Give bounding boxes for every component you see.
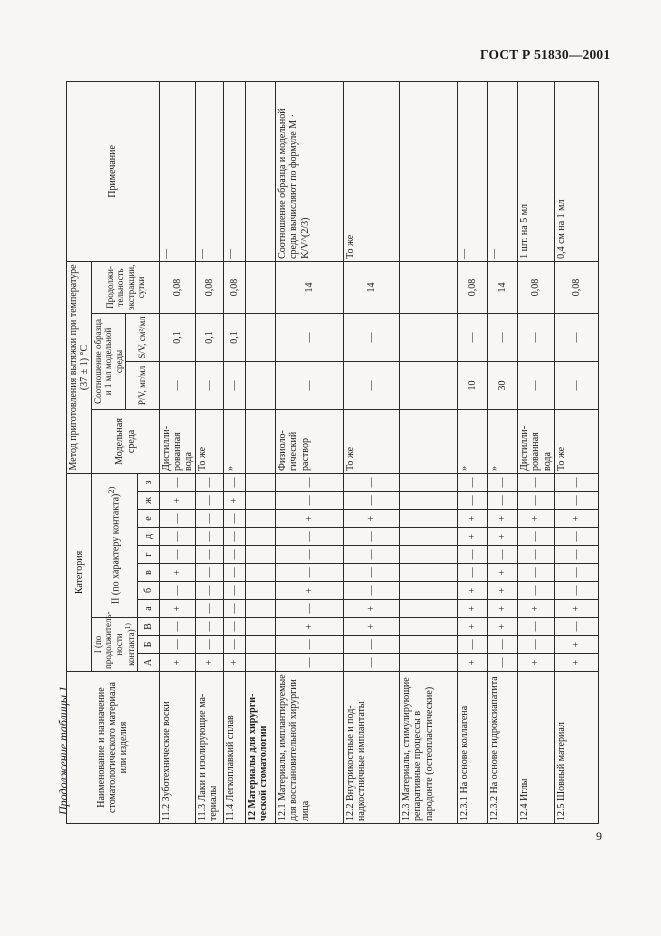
table-row (518, 81, 555, 823)
table-row (276, 81, 344, 823)
cell-sv: 0,1 (224, 313, 246, 361)
cell-duration (400, 261, 458, 313)
cell-duration: 0,08 (224, 261, 246, 313)
cell-category-mark: — (518, 582, 555, 600)
cell-sv: — (518, 313, 555, 361)
cell-material-name: 11.3 Лаки и изолирующие материалы (196, 672, 224, 824)
cell-sv: — (488, 313, 518, 361)
cell-sv: — (554, 313, 598, 361)
cell-category-mark: — (554, 582, 598, 600)
cell-category-mark: + (344, 600, 400, 618)
cell-category-mark: — (276, 654, 344, 672)
cell-category-mark (246, 654, 276, 672)
cell-category-mark: — (344, 654, 400, 672)
cell-category-mark: — (159, 618, 196, 636)
cell-category-mark: — (458, 546, 488, 564)
cell-category-mark: + (224, 492, 246, 510)
cell-pv: — (159, 361, 196, 409)
cell-category-mark: — (458, 473, 488, 491)
cell-category-mark: — (224, 564, 246, 582)
subcol-b: б (137, 582, 159, 600)
cell-sv (246, 313, 276, 361)
cell-category-mark: + (488, 618, 518, 636)
cell-medium: Дистиллированная вода (159, 409, 196, 473)
table-row (488, 81, 518, 823)
cell-category-mark (246, 636, 276, 654)
cell-note: Соотношение образца и модельной среды вычисляют по формуле M · K/V^(2/3) (276, 81, 344, 261)
cell-note: — (196, 81, 224, 261)
cell-sv: 0,1 (196, 313, 224, 361)
cell-category-mark: + (458, 600, 488, 618)
cell-category-mark: + (458, 582, 488, 600)
cell-category-mark: — (518, 564, 555, 582)
cell-medium: » (458, 409, 488, 473)
cell-category-mark (246, 618, 276, 636)
table-row (458, 81, 488, 823)
standard-number: ГОСТ Р 51830—2001 (480, 47, 611, 62)
cell-category-mark: — (159, 582, 196, 600)
cell-category-mark: — (488, 546, 518, 564)
cell-category-mark: — (196, 618, 224, 636)
cell-category-mark: — (224, 600, 246, 618)
cell-category-mark (400, 654, 458, 672)
cell-category-mark: — (224, 582, 246, 600)
cell-category-mark: + (159, 492, 196, 510)
cell-duration: 0,08 (159, 261, 196, 313)
cell-sv: — (276, 313, 344, 361)
cell-category-mark: — (196, 510, 224, 528)
cell-category-mark: — (224, 636, 246, 654)
cell-category-mark: — (554, 473, 598, 491)
cell-category-mark: + (518, 654, 555, 672)
subcol-z: з (137, 473, 159, 491)
cell-duration: 0,08 (518, 261, 555, 313)
subcol-zh: ж (137, 492, 159, 510)
header-cat-I: I (по продолжительности контакта)$^{1)}$ (92, 618, 137, 672)
table-row (224, 81, 246, 823)
cell-material-name: 11.2 Зуботехнические воски (159, 672, 196, 824)
cell-pv: — (276, 361, 344, 409)
cell-medium: То же (196, 409, 224, 473)
cell-category-mark: — (196, 473, 224, 491)
cell-category-mark: — (196, 492, 224, 510)
cell-category-mark: — (159, 546, 196, 564)
cell-material-name: 12 Материалы для хирургической стоматологии (246, 672, 276, 824)
cell-category-mark: + (159, 564, 196, 582)
cell-category-mark: — (196, 582, 224, 600)
cell-category-mark: — (224, 546, 246, 564)
cell-category-mark: — (276, 600, 344, 618)
subcol-v: в (137, 564, 159, 582)
cell-category-mark (400, 528, 458, 546)
cell-material-name: 12.2 Внутрикостные и поднадкостничные имплантаты (344, 672, 400, 824)
cell-category-mark (400, 546, 458, 564)
cell-category-mark: + (554, 510, 598, 528)
cell-category-mark (400, 492, 458, 510)
table-continuation-title: Продолжение таблицы 1 (56, 685, 70, 815)
cell-category-mark: — (344, 473, 400, 491)
header-cat-II: II (по характеру контакта)$^{2)}$ (92, 473, 137, 617)
cell-category-mark: — (344, 546, 400, 564)
cell-category-mark: + (518, 600, 555, 618)
cell-duration: 0,08 (458, 261, 488, 313)
cell-medium: То же (554, 409, 598, 473)
cell-category-mark: — (488, 636, 518, 654)
cell-category-mark: — (276, 636, 344, 654)
cell-category-mark: + (554, 600, 598, 618)
cell-category-mark: — (518, 618, 555, 636)
cell-category-mark: + (488, 528, 518, 546)
cell-category-mark (400, 473, 458, 491)
cell-pv: — (196, 361, 224, 409)
cell-sv: 0,1 (159, 313, 196, 361)
cell-category-mark: — (276, 492, 344, 510)
cell-category-mark (400, 600, 458, 618)
cell-category-mark: — (276, 564, 344, 582)
cell-category-mark: — (344, 582, 400, 600)
table-row (554, 81, 598, 823)
cell-pv (400, 361, 458, 409)
cell-category-mark: + (224, 654, 246, 672)
cell-category-mark: + (159, 654, 196, 672)
cell-category-mark: — (488, 654, 518, 672)
cell-category-mark: + (488, 600, 518, 618)
table-row (400, 81, 458, 823)
cell-category-mark: — (554, 492, 598, 510)
cell-category-mark: + (276, 510, 344, 528)
cell-category-mark (246, 564, 276, 582)
table-container (66, 82, 598, 824)
cell-category-mark (400, 618, 458, 636)
cell-sv: — (344, 313, 400, 361)
cell-category-mark: + (518, 510, 555, 528)
cell-category-mark: — (276, 546, 344, 564)
cell-category-mark: + (159, 600, 196, 618)
cell-sv: — (458, 313, 488, 361)
cell-category-mark: — (276, 473, 344, 491)
cell-category-mark: — (488, 473, 518, 491)
cell-category-mark: — (344, 636, 400, 654)
cell-category-mark: + (344, 510, 400, 528)
cell-category-mark: — (196, 564, 224, 582)
cell-duration: 0,08 (196, 261, 224, 313)
cell-category-mark: — (554, 528, 598, 546)
cell-category-mark: — (518, 492, 555, 510)
cell-category-mark: + (196, 654, 224, 672)
cell-category-mark: — (518, 636, 555, 654)
cell-category-mark (246, 600, 276, 618)
cell-pv: — (344, 361, 400, 409)
cell-category-mark: — (554, 618, 598, 636)
header-method: Метод приготовления вытяжки при температуре (37 ± 1) °С (67, 261, 92, 473)
cell-pv: — (554, 361, 598, 409)
cell-category-mark: + (344, 618, 400, 636)
cell-category-mark: — (488, 492, 518, 510)
cell-category-mark: + (488, 510, 518, 528)
cell-category-mark (400, 564, 458, 582)
cell-category-mark (400, 636, 458, 654)
cell-category-mark (246, 510, 276, 528)
cell-category-mark: — (518, 546, 555, 564)
cell-category-mark: + (458, 528, 488, 546)
cell-material-name: 11.4 Легкоплавкий сплав (224, 672, 246, 824)
cell-medium (400, 409, 458, 473)
cell-category-mark: — (276, 528, 344, 546)
cell-note (246, 81, 276, 261)
cell-category-mark: + (458, 510, 488, 528)
cell-category-mark: + (488, 564, 518, 582)
cell-pv (246, 361, 276, 409)
table-row (246, 81, 276, 823)
cell-category-mark: — (196, 636, 224, 654)
cell-category-mark: — (554, 564, 598, 582)
cell-pv: — (518, 361, 555, 409)
subcol-A: А (137, 654, 159, 672)
cell-duration: 14 (344, 261, 400, 313)
cell-medium: » (224, 409, 246, 473)
cell-duration: 0,08 (554, 261, 598, 313)
cell-material-name: 12.4 Иглы (518, 672, 555, 824)
cell-note: 1 шт. на 5 мл (518, 81, 555, 261)
cell-category-mark: — (224, 473, 246, 491)
header-category: Категория (67, 473, 92, 671)
header-medium: Модельная среда (92, 409, 159, 473)
cell-category-mark (246, 492, 276, 510)
cell-category-mark (246, 546, 276, 564)
rotated-table-frame (66, 82, 598, 824)
cell-category-mark: + (488, 582, 518, 600)
cell-duration: 14 (488, 261, 518, 313)
cell-category-mark: + (276, 582, 344, 600)
cell-note: — (159, 81, 196, 261)
subcol-d: д (137, 528, 159, 546)
subcol-g: г (137, 546, 159, 564)
table-body (159, 81, 598, 823)
cell-duration (246, 261, 276, 313)
cell-medium: » (488, 409, 518, 473)
cell-category-mark: — (518, 473, 555, 491)
header-name: Наименование и назначение стоматологического материала или изделия (67, 672, 160, 824)
cell-category-mark: + (458, 654, 488, 672)
cell-category-mark (400, 510, 458, 528)
cell-medium: Физиологический раствор (276, 409, 344, 473)
cell-category-mark: — (458, 564, 488, 582)
cell-medium (246, 409, 276, 473)
cell-category-mark: + (276, 618, 344, 636)
cell-material-name: 12.3 Материалы, стимулирующие репаративные процессы в пародонте (остеопластические) (400, 672, 458, 824)
subcol-a: а (137, 600, 159, 618)
cell-note: — (488, 81, 518, 261)
cell-category-mark: — (344, 564, 400, 582)
cell-category-mark: — (196, 528, 224, 546)
cell-category-mark: — (344, 492, 400, 510)
cell-category-mark: — (159, 528, 196, 546)
header-pv: P/V, мг/мл (125, 361, 159, 409)
cell-material-name: 12.1 Материалы, имплантируемые для восстановительной хирургии лица (276, 672, 344, 824)
cell-pv: 30 (488, 361, 518, 409)
cell-category-mark: — (159, 473, 196, 491)
page-number: 9 (596, 829, 602, 843)
cell-pv: 10 (458, 361, 488, 409)
cell-material-name: 12.5 Шовный материал (554, 672, 598, 824)
cell-category-mark: + (458, 618, 488, 636)
cell-category-mark (400, 582, 458, 600)
cell-category-mark: — (196, 600, 224, 618)
cell-category-mark: — (159, 510, 196, 528)
cell-duration: 14 (276, 261, 344, 313)
cell-medium: То же (344, 409, 400, 473)
cell-category-mark: — (518, 528, 555, 546)
header-duration: Продолжительность экстракции, сутки (92, 261, 159, 313)
cell-sv (400, 313, 458, 361)
header-sv: S/V, см²/мл (125, 313, 159, 361)
table-row (159, 81, 196, 823)
cell-category-mark (246, 582, 276, 600)
subcol-B: Б (137, 636, 159, 654)
cell-category-mark: — (196, 546, 224, 564)
cell-category-mark: — (224, 528, 246, 546)
cell-category-mark: + (554, 654, 598, 672)
cell-pv: — (224, 361, 246, 409)
cell-material-name: 12.3.1 На основе коллагена (458, 672, 488, 824)
cell-category-mark: — (224, 510, 246, 528)
cell-note (400, 81, 458, 261)
cell-category-mark: + (554, 636, 598, 654)
subcol-V: В (137, 618, 159, 636)
cell-category-mark: — (159, 636, 196, 654)
header-note: Примечание (67, 81, 160, 261)
cell-category-mark: — (224, 618, 246, 636)
table-row (344, 81, 400, 823)
subcol-e: е (137, 510, 159, 528)
table-row (196, 81, 224, 823)
cell-note: То же (344, 81, 400, 261)
cell-note: — (224, 81, 246, 261)
cell-category-mark: — (458, 636, 488, 654)
cell-note: — (458, 81, 488, 261)
cell-category-mark (246, 473, 276, 491)
cell-material-name: 12.3.2 На основе гидроксиапатита (488, 672, 518, 824)
cell-category-mark: — (344, 528, 400, 546)
cell-category-mark: — (458, 492, 488, 510)
header-ratio: Соотношение образца и 1 мл модельной среды (92, 313, 125, 409)
cell-category-mark: — (554, 546, 598, 564)
cell-category-mark (246, 528, 276, 546)
cell-note: 0,4 см на 1 мл (554, 81, 598, 261)
materials-table (66, 81, 599, 824)
cell-medium: Дистиллированная вода (518, 409, 555, 473)
